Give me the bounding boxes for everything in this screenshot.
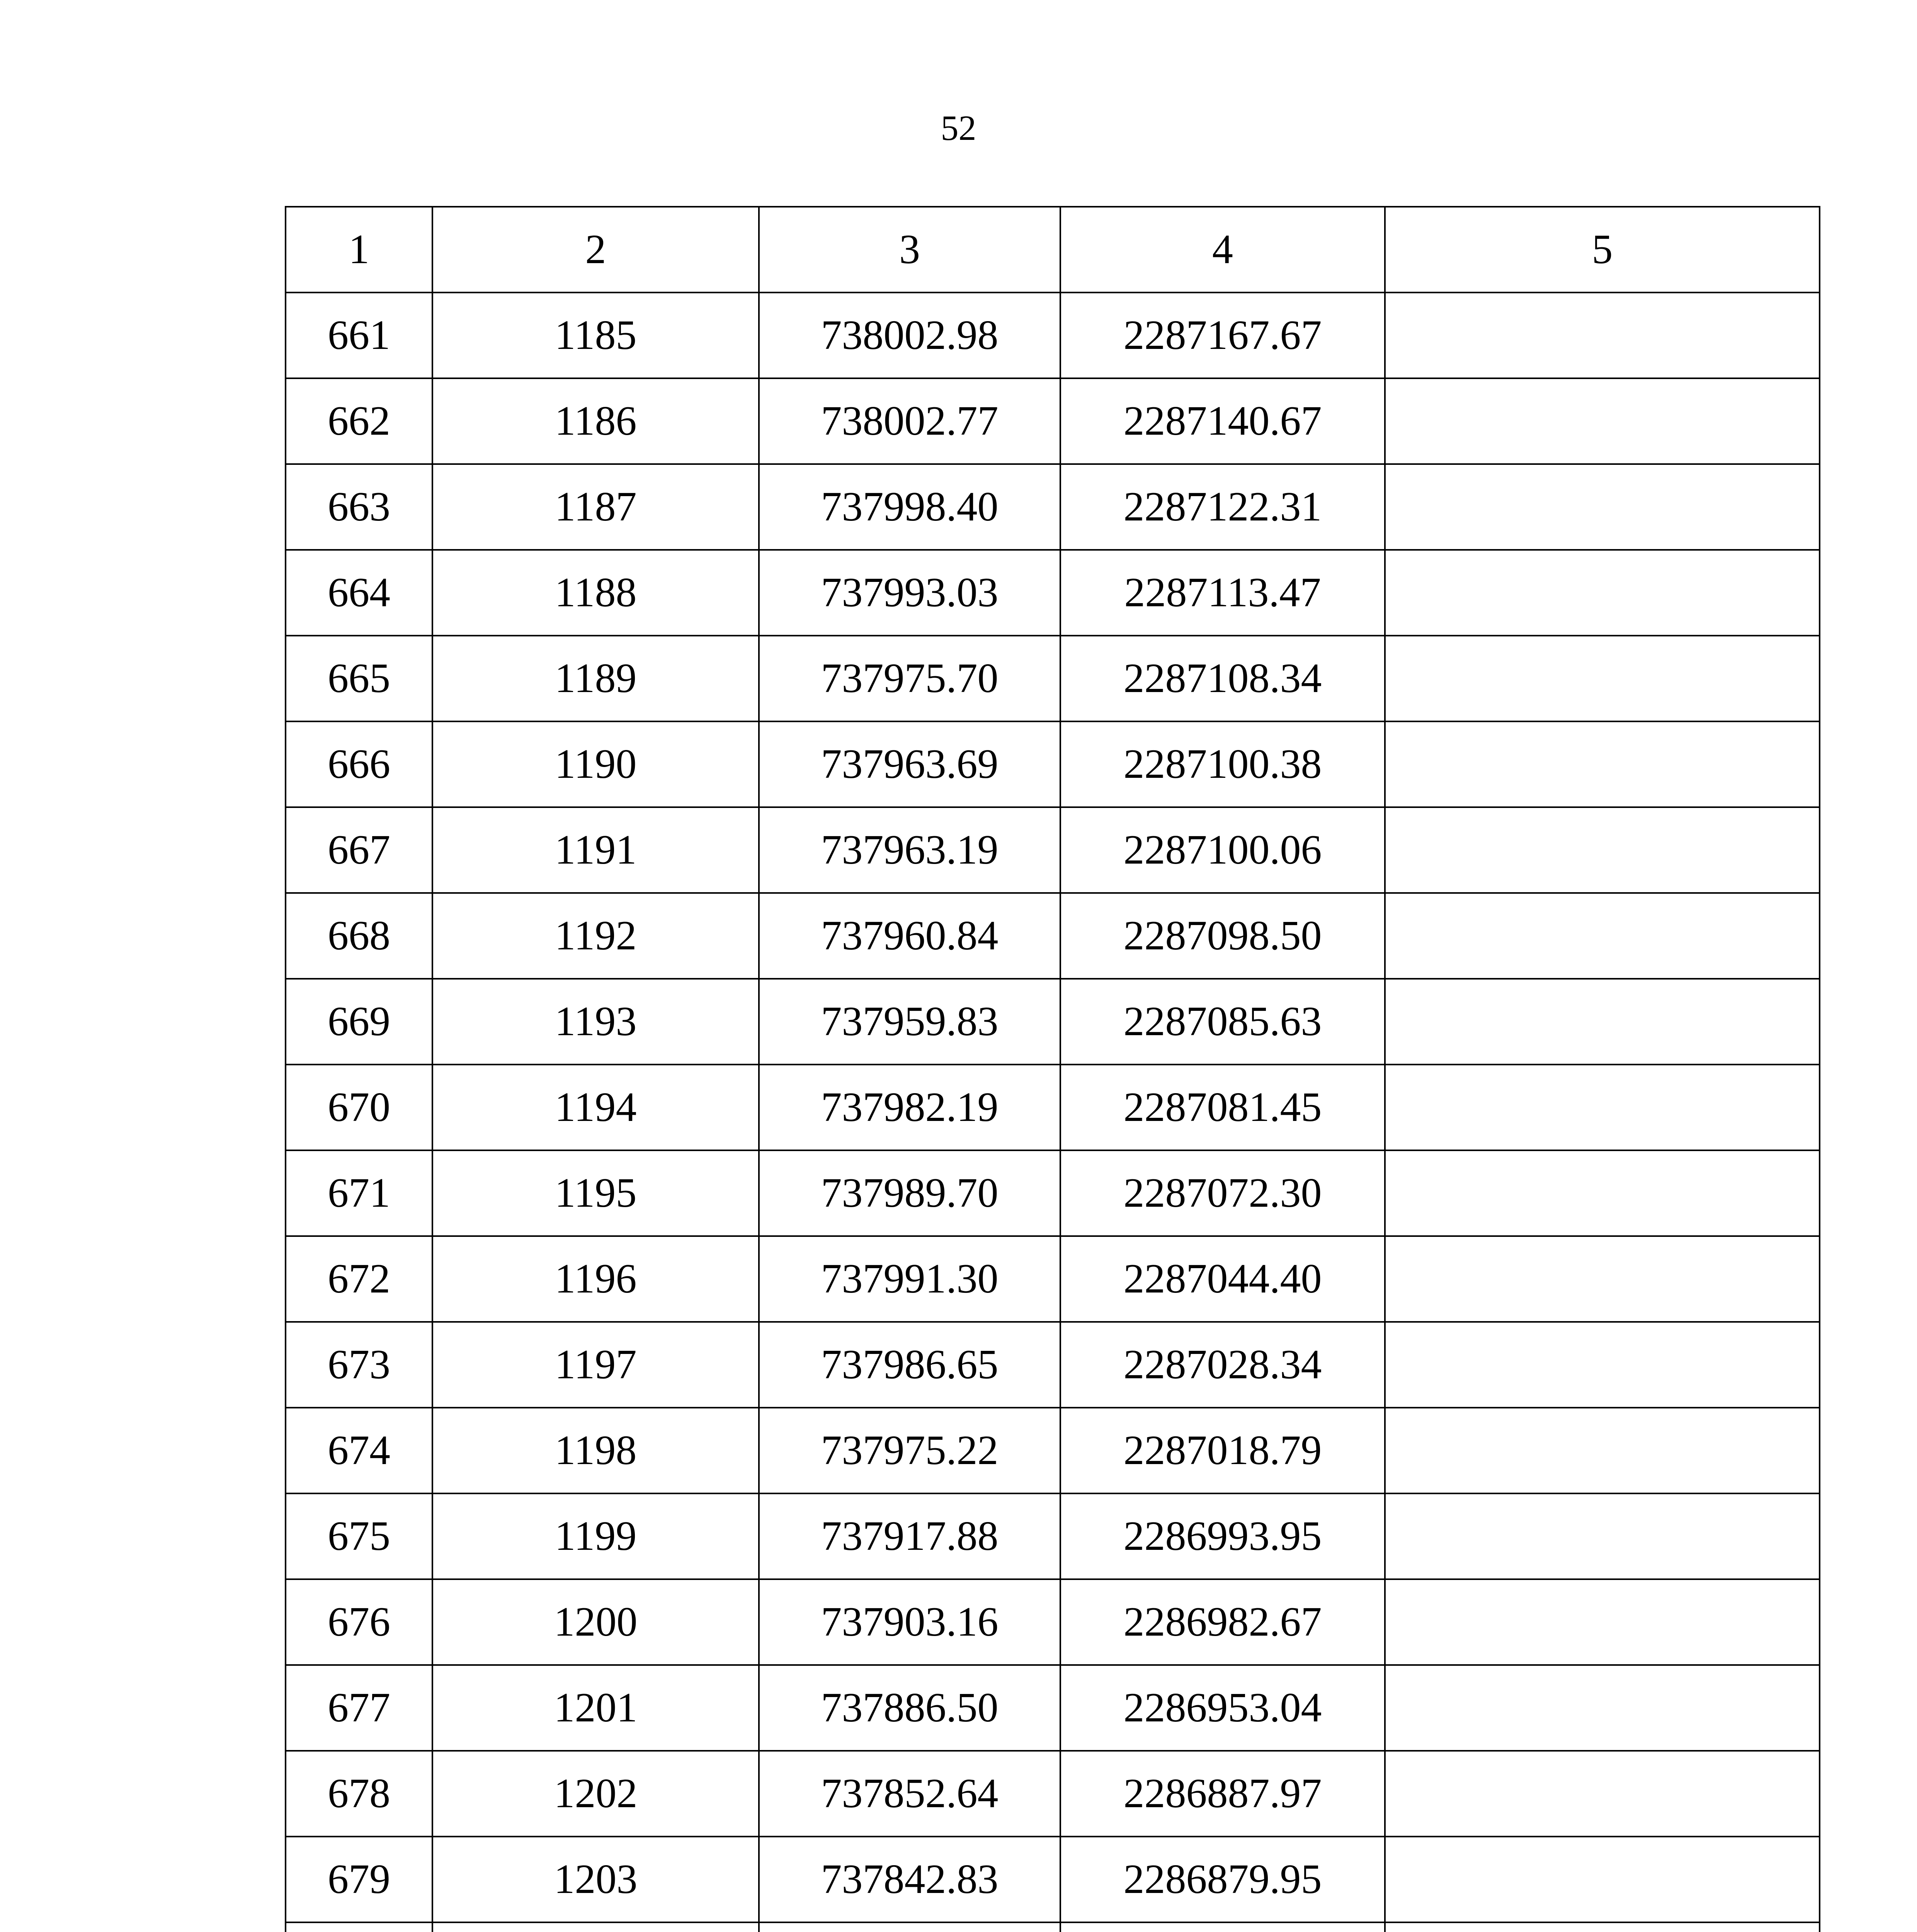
row-number-cell: 679 bbox=[286, 1837, 432, 1922]
note-cell bbox=[1385, 378, 1820, 464]
row-number-cell: 669 bbox=[286, 979, 432, 1065]
y-coordinate-cell: 2287100.38 bbox=[1060, 721, 1385, 807]
x-coordinate-cell: 737960.84 bbox=[759, 893, 1060, 979]
row-number-cell: 678 bbox=[286, 1751, 432, 1837]
table-row bbox=[286, 1837, 1820, 1922]
row-number-cell: 674 bbox=[286, 1408, 432, 1493]
note-cell bbox=[1385, 1493, 1820, 1579]
point-id-cell: 1203 bbox=[432, 1837, 759, 1922]
y-coordinate-cell bbox=[1060, 1922, 1385, 1932]
point-id-cell: 1201 bbox=[432, 1665, 759, 1751]
note-cell bbox=[1385, 636, 1820, 721]
y-coordinate-cell: 2287140.67 bbox=[1060, 378, 1385, 464]
table-row bbox=[286, 1579, 1820, 1665]
y-coordinate-cell: 2286993.95 bbox=[1060, 1493, 1385, 1579]
note-cell bbox=[1385, 807, 1820, 893]
column-header-4: 4 bbox=[1060, 207, 1385, 293]
column-header-2: 2 bbox=[432, 207, 759, 293]
y-coordinate-cell: 2287100.06 bbox=[1060, 807, 1385, 893]
y-coordinate-cell: 2287113.47 bbox=[1060, 550, 1385, 636]
table-row bbox=[286, 1751, 1820, 1837]
point-id-cell: 1190 bbox=[432, 721, 759, 807]
table-row bbox=[286, 807, 1820, 893]
x-coordinate-cell: 737842.83 bbox=[759, 1837, 1060, 1922]
row-number-cell: 672 bbox=[286, 1236, 432, 1322]
x-coordinate-cell: 737998.40 bbox=[759, 464, 1060, 550]
y-coordinate-cell: 2287122.31 bbox=[1060, 464, 1385, 550]
row-number-cell: 664 bbox=[286, 550, 432, 636]
table-row bbox=[286, 979, 1820, 1065]
table-row bbox=[286, 1665, 1820, 1751]
note-cell bbox=[1385, 979, 1820, 1065]
y-coordinate-cell: 2287108.34 bbox=[1060, 636, 1385, 721]
x-coordinate-cell: 737917.88 bbox=[759, 1493, 1060, 1579]
table-header-row bbox=[286, 207, 1820, 293]
row-number-cell: 671 bbox=[286, 1150, 432, 1236]
x-coordinate-cell: 738002.77 bbox=[759, 378, 1060, 464]
point-id-cell: 1195 bbox=[432, 1150, 759, 1236]
x-coordinate-cell: 738002.98 bbox=[759, 293, 1060, 378]
column-header-1: 1 bbox=[286, 207, 432, 293]
column-header-3: 3 bbox=[759, 207, 1060, 293]
x-coordinate-cell: 737982.19 bbox=[759, 1065, 1060, 1150]
table-row bbox=[286, 293, 1820, 378]
point-id-cell: 1185 bbox=[432, 293, 759, 378]
y-coordinate-cell: 2287167.67 bbox=[1060, 293, 1385, 378]
y-coordinate-cell: 2287085.63 bbox=[1060, 979, 1385, 1065]
note-cell bbox=[1385, 550, 1820, 636]
table-row bbox=[286, 1322, 1820, 1408]
y-coordinate-cell: 2287081.45 bbox=[1060, 1065, 1385, 1150]
note-cell bbox=[1385, 1408, 1820, 1493]
note-cell bbox=[1385, 293, 1820, 378]
x-coordinate-cell: 737991.30 bbox=[759, 1236, 1060, 1322]
note-cell bbox=[1385, 721, 1820, 807]
row-number-cell: 668 bbox=[286, 893, 432, 979]
row-number-cell: 665 bbox=[286, 636, 432, 721]
point-id-cell: 1187 bbox=[432, 464, 759, 550]
y-coordinate-cell: 2287072.30 bbox=[1060, 1150, 1385, 1236]
x-coordinate-cell: 737975.70 bbox=[759, 636, 1060, 721]
y-coordinate-cell: 2286982.67 bbox=[1060, 1579, 1385, 1665]
y-coordinate-cell: 2286879.95 bbox=[1060, 1837, 1385, 1922]
point-id-cell bbox=[432, 1922, 759, 1932]
row-number-cell: 677 bbox=[286, 1665, 432, 1751]
x-coordinate-cell: 737886.50 bbox=[759, 1665, 1060, 1751]
y-coordinate-cell: 2287028.34 bbox=[1060, 1322, 1385, 1408]
point-id-cell: 1198 bbox=[432, 1408, 759, 1493]
x-coordinate-cell: 737975.22 bbox=[759, 1408, 1060, 1493]
y-coordinate-cell: 2287018.79 bbox=[1060, 1408, 1385, 1493]
note-cell bbox=[1385, 464, 1820, 550]
table-row bbox=[286, 1065, 1820, 1150]
table-row bbox=[286, 1236, 1820, 1322]
point-id-cell: 1188 bbox=[432, 550, 759, 636]
row-number-cell: 675 bbox=[286, 1493, 432, 1579]
note-cell bbox=[1385, 1751, 1820, 1837]
row-number-cell: 662 bbox=[286, 378, 432, 464]
point-id-cell: 1192 bbox=[432, 893, 759, 979]
x-coordinate-cell: 737959.83 bbox=[759, 979, 1060, 1065]
column-header-5: 5 bbox=[1385, 207, 1820, 293]
point-id-cell: 1196 bbox=[432, 1236, 759, 1322]
note-cell bbox=[1385, 1065, 1820, 1150]
note-cell bbox=[1385, 1665, 1820, 1751]
x-coordinate-cell bbox=[759, 1922, 1060, 1932]
point-id-cell: 1200 bbox=[432, 1579, 759, 1665]
y-coordinate-cell: 2286953.04 bbox=[1060, 1665, 1385, 1751]
row-number-cell: 667 bbox=[286, 807, 432, 893]
table-row bbox=[286, 1408, 1820, 1493]
row-number-cell: 670 bbox=[286, 1065, 432, 1150]
coordinates-table bbox=[285, 206, 1820, 1932]
table-row bbox=[286, 721, 1820, 807]
table-row bbox=[286, 636, 1820, 721]
x-coordinate-cell: 737989.70 bbox=[759, 1150, 1060, 1236]
row-number-cell: 673 bbox=[286, 1322, 432, 1408]
point-id-cell: 1191 bbox=[432, 807, 759, 893]
point-id-cell: 1193 bbox=[432, 979, 759, 1065]
row-number-cell bbox=[286, 1922, 432, 1932]
point-id-cell: 1199 bbox=[432, 1493, 759, 1579]
x-coordinate-cell: 737986.65 bbox=[759, 1322, 1060, 1408]
y-coordinate-cell: 2287098.50 bbox=[1060, 893, 1385, 979]
table-row bbox=[286, 550, 1820, 636]
row-number-cell: 676 bbox=[286, 1579, 432, 1665]
point-id-cell: 1197 bbox=[432, 1322, 759, 1408]
point-id-cell: 1189 bbox=[432, 636, 759, 721]
note-cell bbox=[1385, 893, 1820, 979]
x-coordinate-cell: 737963.19 bbox=[759, 807, 1060, 893]
table-row bbox=[286, 1150, 1820, 1236]
x-coordinate-cell: 737993.03 bbox=[759, 550, 1060, 636]
y-coordinate-cell: 2287044.40 bbox=[1060, 1236, 1385, 1322]
table-row bbox=[286, 1493, 1820, 1579]
x-coordinate-cell: 737903.16 bbox=[759, 1579, 1060, 1665]
table-row bbox=[286, 378, 1820, 464]
point-id-cell: 1194 bbox=[432, 1065, 759, 1150]
table-row bbox=[286, 464, 1820, 550]
row-number-cell: 663 bbox=[286, 464, 432, 550]
note-cell bbox=[1385, 1322, 1820, 1408]
note-cell bbox=[1385, 1579, 1820, 1665]
x-coordinate-cell: 737852.64 bbox=[759, 1751, 1060, 1837]
note-cell bbox=[1385, 1837, 1820, 1922]
row-number-cell: 666 bbox=[286, 721, 432, 807]
y-coordinate-cell: 2286887.97 bbox=[1060, 1751, 1385, 1837]
table-row bbox=[286, 893, 1820, 979]
table-body bbox=[286, 293, 1820, 1932]
note-cell bbox=[1385, 1150, 1820, 1236]
point-id-cell: 1202 bbox=[432, 1751, 759, 1837]
note-cell bbox=[1385, 1922, 1820, 1932]
point-id-cell: 1186 bbox=[432, 378, 759, 464]
x-coordinate-cell: 737963.69 bbox=[759, 721, 1060, 807]
note-cell bbox=[1385, 1236, 1820, 1322]
table-row bbox=[286, 1922, 1820, 1932]
page-number: 52 bbox=[941, 108, 976, 148]
row-number-cell: 661 bbox=[286, 293, 432, 378]
